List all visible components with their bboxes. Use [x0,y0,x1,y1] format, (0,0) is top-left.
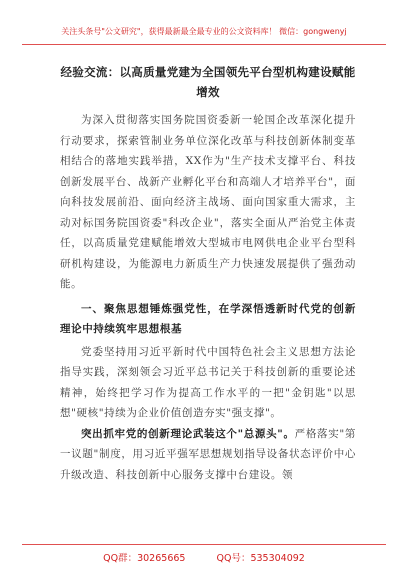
footer-divider [22,544,386,545]
document-title: 经验交流：以高质量党建为全国领先平台型机构建设赋能增效 [60,65,356,99]
page-header [0,0,408,46]
subpoint-lead: 突出抓牢党的创新理论武装这个"总源头"。 [81,427,295,440]
section-1-heading: 一、聚焦思想锤炼强党性，在学深悟透新时代党的创新理论中持续筑牢思想根基 [60,302,356,335]
section-1-paragraph: 党委坚持用习近平新时代中国特色社会主义思想方法论指导实践，深刻领会习近平总书记关于科技创新的重要论述精神，始终把学习作为提高工作水平的一把"金钥匙"以思想"硬核"持续为企业价值创造夯实"强支撑"。 [60,345,356,419]
header-promo-text: 关注头条号"公文研究"，获得最新最全最专业的公文资料库！ 微信：gongwenyj [61,27,347,36]
intro-paragraph: 为深入贯彻落实国务院国资委新一轮国企改革深化提升行动要求，探索管制业务单位深化改革与科技创新体制变革相结合的落地实践举措，XX作为"生产技术支撑平台、科技创新发展平台、战新产业孵化平台和高端人才培养平台"，面向科技发展前沿、面向经济主战场、面向国家重大需求，主动对标国务院国资委"科改企业"，落实全面从严治党主体责任，以高质量党建赋能增效大型城市电网供电企业平台型科研机构建设，为能源电力新质生产力快速发展提供了强劲动能。 [60,114,356,290]
qq-number-text: QQ号：535304092 [216,553,305,564]
page-footer [0,550,408,564]
subpoint-text: 严格落实"第一议题"制度，用习近平强军思想规划指导设备状态评价中心升级改造、科技创新中心服务支撑中台建设。领 [60,427,356,481]
qq-group-text: QQ群：30265665 [103,553,186,564]
section-1-subpoint [60,424,356,486]
header-divider [22,44,386,45]
document-body [60,62,356,485]
